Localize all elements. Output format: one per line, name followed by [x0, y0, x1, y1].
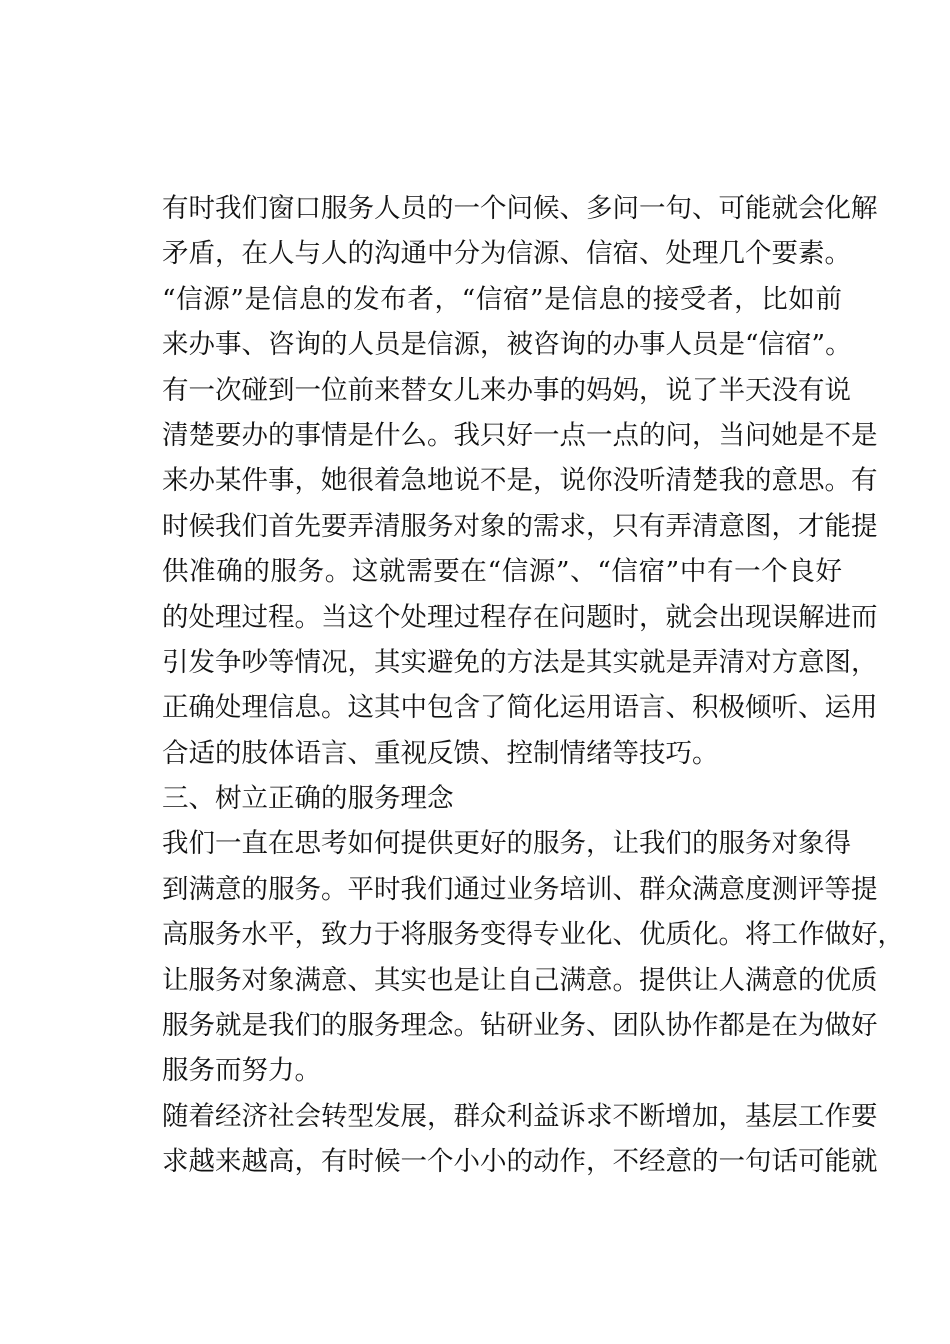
text-line: 随着经济社会转型发展，群众利益诉求不断增加，基层工作要: [162, 1100, 878, 1132]
text-line: 让服务对象满意、其实也是让自己满意。提供让人满意的优质: [162, 964, 878, 996]
text-line: 合适的肢体语言、重视反馈、控制情绪等技巧。: [162, 737, 719, 769]
text-line: 引发争吵等情况，其实避免的方法是其实就是弄清对方意图，: [162, 646, 878, 678]
text-line: 清楚要办的事情是什么。我只好一点一点的问，当问她是不是: [162, 419, 878, 451]
text-line: 来办事、咨询的人员是信源，被咨询的办事人员是“信宿”。: [162, 329, 852, 361]
text-line: 高服务水平，致力于将服务变得专业化、优质化。将工作做好，: [162, 919, 904, 951]
text-line: 有时我们窗口服务人员的一个问候、多问一句、可能就会化解: [162, 193, 878, 224]
text-line: 我们一直在思考如何提供更好的服务，让我们的服务对象得: [162, 828, 851, 860]
text-line: 正确处理信息。这其中包含了简化运用语言、积极倾听、运用: [162, 692, 878, 724]
text-line: 供准确的服务。这就需要在“信源”、“信宿”中有一个良好: [162, 556, 842, 588]
text-line: 的处理过程。当这个处理过程存在问题时，就会出现误解进而: [162, 601, 878, 633]
text-line: “信源”是信息的发布者，“信宿”是信息的接受者，比如前: [162, 283, 842, 315]
text-line: 求越来越高，有时候一个小小的动作，不经意的一句话可能就: [162, 1146, 878, 1178]
section-heading: 三、树立正确的服务理念: [162, 783, 454, 815]
text-line: 服务而努力。: [162, 1055, 321, 1087]
text-line: 有一次碰到一位前来替女儿来办事的妈妈，说了半天没有说: [162, 374, 851, 406]
text-line: 来办某件事，她很着急地说不是，说你没听清楚我的意思。有: [162, 465, 878, 497]
text-line: 服务就是我们的服务理念。钻研业务、团队协作都是在为做好: [162, 1010, 878, 1042]
text-line: 到满意的服务。平时我们通过业务培训、群众满意度测评等提: [162, 873, 878, 905]
text-line: 矛盾，在人与人的沟通中分为信源、信宿、处理几个要素。: [162, 238, 851, 270]
body-text: [162, 186, 904, 1185]
text-line: 时候我们首先要弄清服务对象的需求，只有弄清意图，才能提: [162, 510, 878, 542]
